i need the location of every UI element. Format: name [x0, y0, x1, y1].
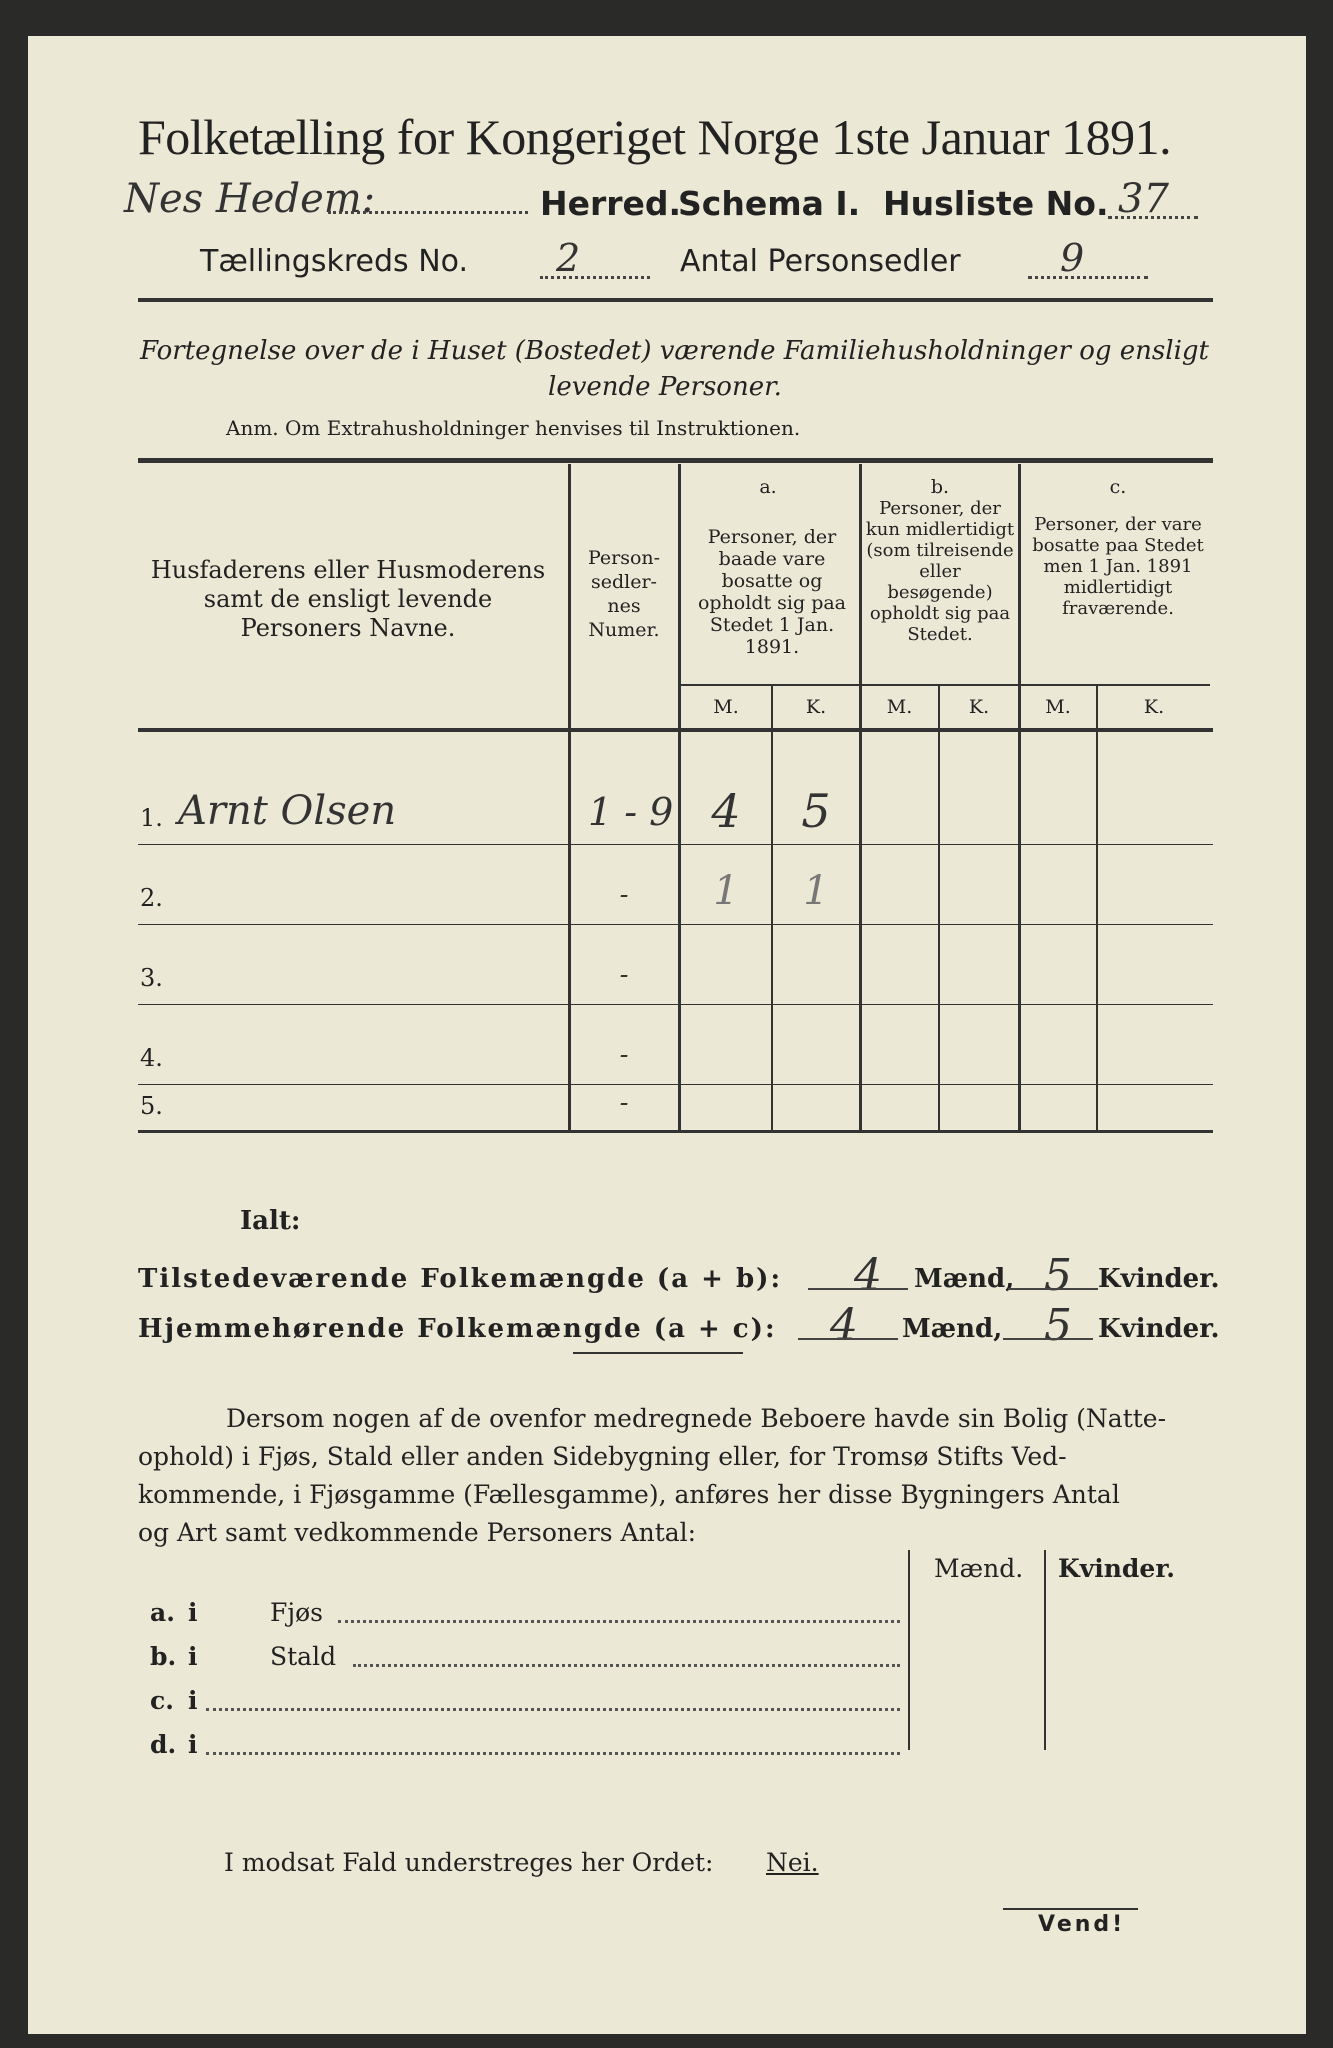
row-number: 4. — [140, 1044, 163, 1072]
row-numer: - — [619, 1040, 629, 1070]
form-title: Folketælling for Kongeriget Norge 1ste Januar 1891. — [138, 109, 1172, 165]
building-divider-2 — [1044, 1550, 1046, 1750]
herred-dots — [328, 211, 528, 214]
vend-text: Vend! — [1038, 1912, 1126, 1937]
totals-line-2-m: 4 — [830, 1300, 858, 1351]
totals-line-1-kvinder: Kvinder. — [1098, 1264, 1220, 1294]
building-dots — [206, 1708, 900, 1711]
antal-value: 9 — [1060, 236, 1085, 280]
col-header-c: Personer, der vare bosatte paa Stedet men 1 Jan. 1891 midlertidigt fraværende. — [1032, 514, 1204, 619]
row-numer: - — [619, 960, 629, 990]
mk-rule — [680, 684, 1210, 686]
row-rule — [138, 1084, 1213, 1085]
antal-dots — [1028, 276, 1148, 279]
row-numer: 1 - 9 — [588, 790, 674, 834]
totals-line-2-maend: Mænd, — [902, 1314, 1003, 1344]
building-letter: c. — [150, 1686, 174, 1715]
herred-value: Nes Hedem: — [124, 176, 376, 222]
totals-line-2-kvinder: Kvinder. — [1098, 1314, 1220, 1344]
row-numer: - — [619, 1088, 629, 1118]
ialt-label: Ialt: — [240, 1206, 301, 1236]
row-name: Arnt Olsen — [178, 788, 397, 834]
nei-word: Nei. — [766, 1848, 819, 1877]
building-label: Fjøs — [270, 1598, 323, 1627]
col-divider-b — [859, 464, 862, 1130]
para-line-2: ophold) i Fjøs, Stald eller anden Sidebygning eller, for Tromsø Stifts Ved- — [138, 1442, 1067, 1471]
kreds-dots — [540, 276, 650, 279]
kreds-value: 2 — [556, 236, 581, 280]
building-maend-header: Mænd. — [934, 1554, 1024, 1583]
kreds-label: Tællingskreds No. — [200, 244, 468, 279]
row-rule — [138, 924, 1213, 925]
totals-line-1-label: Tilstedeværende Folkemængde (a + b): — [138, 1264, 783, 1294]
building-divider-1 — [908, 1550, 910, 1750]
building-i: i — [188, 1686, 198, 1715]
herred-label: Herred. — [540, 184, 682, 223]
building-letter: d. — [150, 1730, 177, 1759]
totals-line-1-k-rule — [1008, 1288, 1098, 1290]
col-header-a-letter: a. — [759, 476, 777, 498]
intro-line-2: levende Personer. — [548, 372, 782, 402]
col-divider-numer — [568, 464, 571, 1130]
totals-line-2-k: 5 — [1044, 1300, 1072, 1351]
row-a-k: 1 — [803, 868, 829, 914]
col-header-numer: Person-sedler-nes Numer. — [587, 547, 661, 641]
building-i: i — [188, 1730, 198, 1759]
col-divider-b-mk — [938, 686, 940, 1130]
row-a-k: 5 — [801, 784, 831, 838]
col-header-b: Personer, der kun midlertidigt (som tilreisende eller besøgende) opholdt sig paa Stedet. — [865, 498, 1015, 645]
building-label: Stald — [270, 1642, 337, 1671]
totals-line-1-maend: Mænd, — [914, 1264, 1015, 1294]
building-i: i — [188, 1598, 198, 1627]
a-m-label: M. — [713, 696, 739, 718]
row-number: 5. — [140, 1092, 163, 1120]
totals-line-2-k-rule — [1003, 1338, 1093, 1340]
building-i: i — [188, 1642, 198, 1671]
row-number: 1. — [140, 804, 163, 832]
header-rule — [138, 298, 1213, 302]
col-header-b-letter: b. — [930, 476, 950, 498]
building-dots — [353, 1664, 900, 1667]
building-letter: b. — [150, 1642, 177, 1671]
husliste-value: 37 — [1118, 176, 1169, 222]
c-k-label: K. — [1143, 696, 1165, 718]
modsat-text: I modsat Fald understreges her Ordet: — [224, 1848, 714, 1877]
anm-note: Anm. Om Extrahusholdninger henvises til Instruktionen. — [226, 416, 801, 440]
para-line-4: og Art samt vedkommende Personers Antal: — [138, 1518, 697, 1547]
col-header-c-letter: c. — [1109, 476, 1127, 498]
b-k-label: K. — [968, 696, 990, 718]
para-line-3: kommende, i Fjøsgamme (Fællesgamme), anføres her disse Bygningers Antal — [138, 1480, 1120, 1509]
row-number: 3. — [140, 964, 163, 992]
census-form-page — [28, 36, 1306, 2034]
para-line-1: Dersom nogen af de ovenfor medregnede Beboere havde sin Bolig (Natte- — [226, 1404, 1167, 1433]
b-m-label: M. — [886, 696, 913, 718]
intro-line-1: Fortegnelse over de i Huset (Bostedet) værende Familiehusholdninger og ensligt — [140, 336, 1209, 366]
totals-line-1-m-rule — [808, 1288, 908, 1290]
totals-line-2-m-rule — [798, 1338, 898, 1340]
a-k-label: K. — [805, 696, 827, 718]
c-m-label: M. — [1045, 696, 1071, 718]
table-header-rule — [138, 728, 1213, 732]
building-dots — [206, 1752, 900, 1755]
schema-label: Schema I. — [678, 184, 861, 223]
row-numer: - — [619, 880, 629, 910]
row-rule — [138, 844, 1213, 845]
col-divider-c-mk — [1096, 686, 1098, 1130]
col-header-a: Personer, der baade vare bosatte og opholdt sig paa Stedet 1 Jan. 1891. — [697, 526, 847, 658]
building-kvinder-header: Kvinder. — [1058, 1554, 1175, 1583]
row-number: 2. — [140, 884, 163, 912]
building-dots — [338, 1620, 900, 1623]
husliste-label: Husliste No. — [883, 184, 1109, 223]
row-a-m: 4 — [711, 784, 741, 838]
row-rule — [138, 1004, 1213, 1005]
vend-rule — [1003, 1908, 1138, 1910]
row-a-m: 1 — [713, 868, 739, 914]
table-top-rule — [138, 458, 1213, 463]
totals-line-1-m: 4 — [854, 1250, 882, 1301]
col-divider-c — [1018, 464, 1021, 1130]
totals-line-2-label: Hjemmehørende Folkemængde (a + c): — [138, 1314, 777, 1344]
section-divider — [573, 1352, 743, 1354]
antal-label: Antal Personsedler — [680, 244, 961, 279]
table-bottom-rule — [138, 1130, 1213, 1133]
building-letter: a. — [150, 1598, 175, 1627]
totals-line-1-k: 5 — [1044, 1250, 1072, 1301]
col-header-names: Husfaderens eller Husmoderens samt de ensligt levende Personers Navne. — [150, 556, 546, 642]
husliste-dots — [1108, 216, 1198, 219]
